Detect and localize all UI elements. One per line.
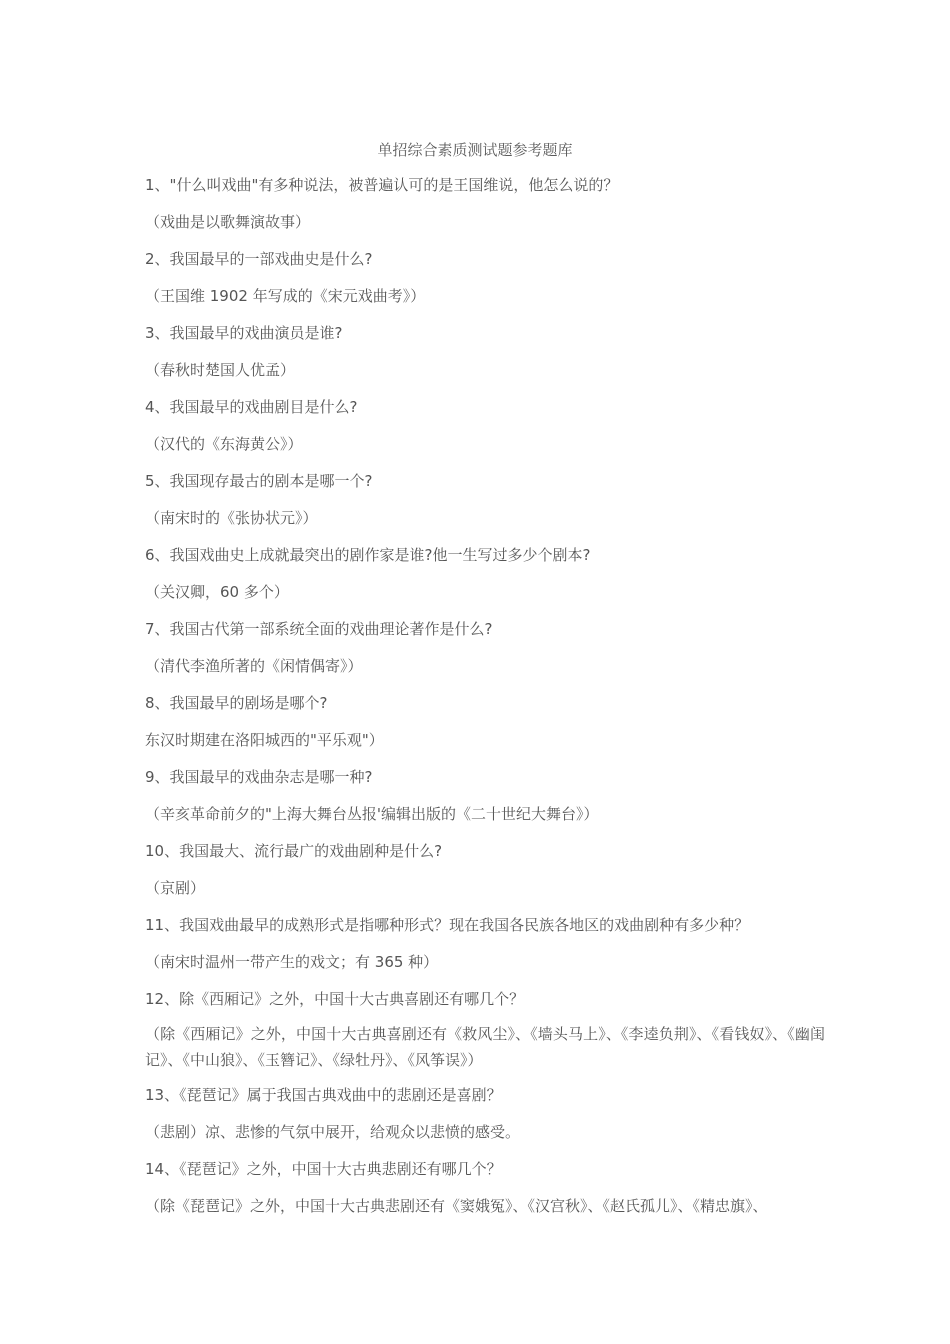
answer-6: （关汉卿，60 多个）: [145, 583, 289, 601]
answer-13: （悲剧）凉、悲惨的气氛中展开，给观众以悲愤的感受。: [145, 1123, 521, 1141]
question-11: 11、我国戏曲最早的成熟形式是指哪种形式？现在我国各民族各地区的戏曲剧种有多少种？: [145, 916, 750, 934]
answer-8: 东汉时期建在洛阳城西的"平乐观"）: [145, 731, 384, 749]
answer-9: （辛亥革命前夕的"上海大舞台丛报'编辑出版的《二十世纪大舞台》）: [145, 805, 599, 823]
question-9: 9、我国最早的戏曲杂志是哪一种?: [145, 768, 373, 786]
answer-11: （南宋时温州一带产生的戏文；有 365 种）: [145, 953, 439, 971]
answer-4: （汉代的《东海黄公》）: [145, 435, 303, 453]
document-body: [145, 174, 825, 1232]
question-2: 2、我国最早的一部戏曲史是什么?: [145, 250, 373, 268]
document-title: 单招综合素质测试题参考题库: [377, 141, 573, 159]
answer-12: （除《西厢记》之外，中国十大古典喜剧还有《救风尘》、《墙头马上》、《李逵负荆》、《看钱奴》、《幽闺记》、《中山狼》、《玉簪记》、《绿牡丹》、《风筝误》）: [145, 1025, 825, 1069]
question-12: 12、除《西厢记》之外，中国十大古典喜剧还有哪几个？: [145, 990, 525, 1008]
answer-2: （王国维 1902 年写成的《宋元戏曲考》）: [145, 287, 426, 305]
answer-3: （春秋时楚国人优孟）: [145, 361, 296, 379]
answer-10: （京剧）: [145, 879, 206, 897]
question-1: 1、"什么叫戏曲"有多种说法，被普遍认可的是王国维说，他怎么说的？: [145, 176, 619, 194]
question-6: 6、我国戏曲史上成就最突出的剧作家是谁?他一生写过多少个剧本?: [145, 546, 591, 564]
question-13: 13、《琵琶记》属于我国古典戏曲中的悲剧还是喜剧？: [145, 1086, 502, 1104]
question-7: 7、我国古代第一部系统全面的戏曲理论著作是什么?: [145, 620, 493, 638]
question-5: 5、我国现存最古的剧本是哪一个?: [145, 472, 373, 490]
answer-14: （除《琵琶记》之外，中国十大古典悲剧还有《窦娥冤》、《汉宫秋》、《赵氏孤儿》、《精忠旗》、: [145, 1197, 768, 1215]
answer-1: （戏曲是以歌舞演故事）: [145, 213, 311, 231]
question-3: 3、我国最早的戏曲演员是谁?: [145, 324, 343, 342]
question-8: 8、我国最早的剧场是哪个?: [145, 694, 328, 712]
answer-5: （南宋时的《张协状元》）: [145, 509, 318, 527]
question-14: 14、《琵琶记》之外，中国十大古典悲剧还有哪几个？: [145, 1160, 502, 1178]
answer-7: （清代李渔所著的《闲情偶寄》）: [145, 657, 363, 675]
question-10: 10、我国最大、流行最广的戏曲剧种是什么?: [145, 842, 443, 860]
question-4: 4、我国最早的戏曲剧目是什么?: [145, 398, 358, 416]
